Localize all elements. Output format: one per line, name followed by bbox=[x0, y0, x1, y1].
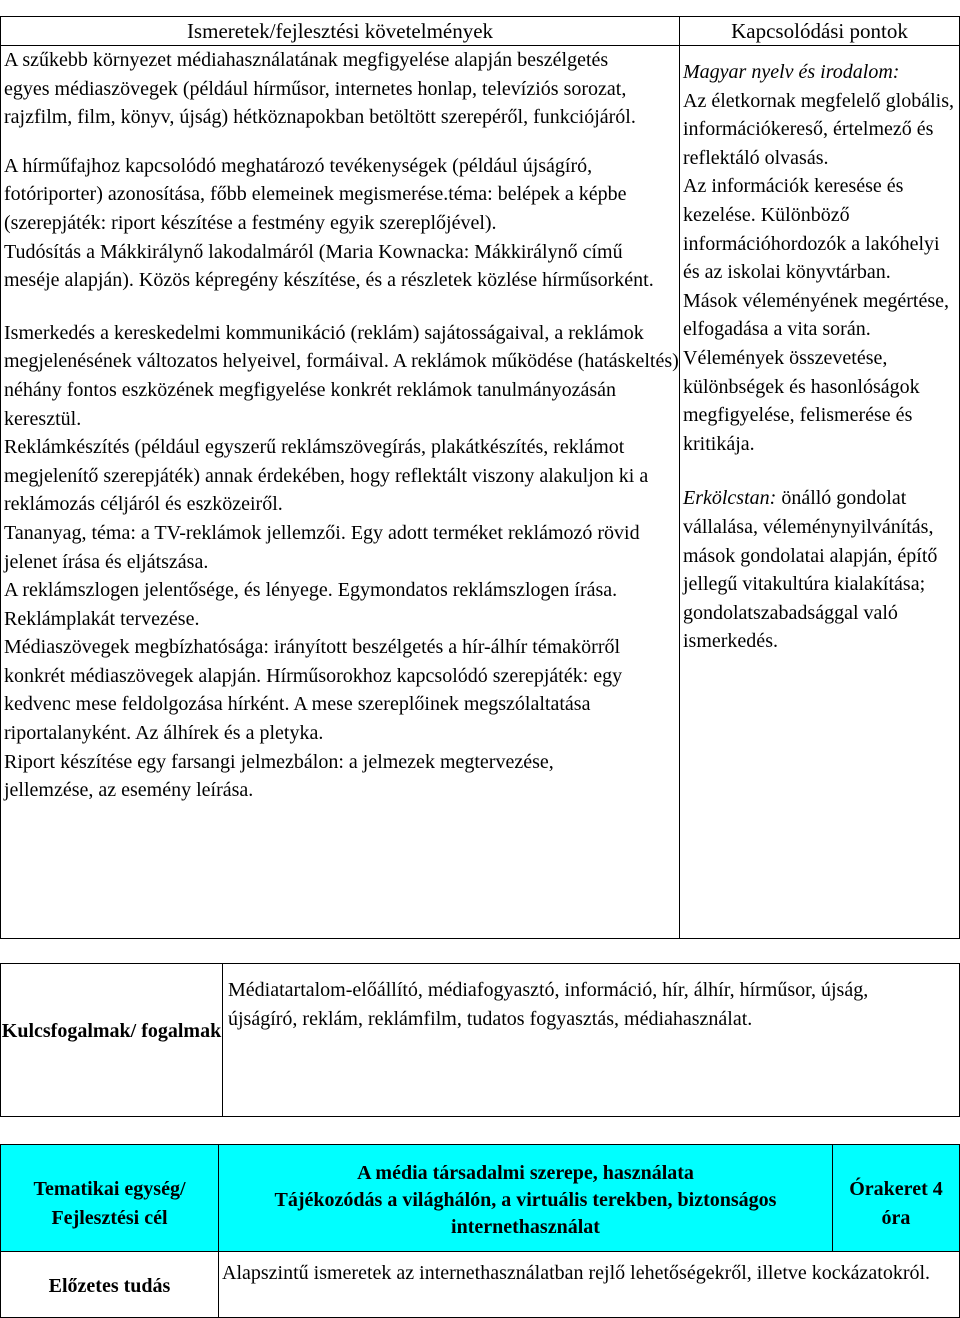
title-line: A média társadalmi szerepe, használata bbox=[357, 1162, 694, 1184]
connections-column bbox=[683, 58, 957, 656]
key-concepts-content: Médiatartalom-előállító, médiafogyasztó, információ, hír, álhír, hírműsor, újság, újságíró, reklám, reklámfilm, tudatos fogyasztás, médiahasználat. bbox=[228, 979, 869, 1030]
requirement-paragraph: Ismerkedés a kereskedelmi kommunikáció (reklám) sajátosságaival, a reklámok megjelenésének változatos helyeivel, formáival. A reklámok működése (hatáskeltés) néhány fontos eszközének megfigyelése konkrét reklámok tanulmányozásán keresztül. bbox=[4, 321, 679, 430]
requirement-paragraph: Tudósítás a Mákkirálynő lakodalmáról (Maria Kownacka: Mákkirálynő című meséje alapján). Közös képregény készítése, és a részletek közlése hírműsorként. bbox=[4, 240, 654, 292]
requirement-paragraph: Tananyag, téma: a TV-reklámok jellemzői. Egy adott terméket reklámozó rövid jelenet írása és eljátszása. bbox=[4, 521, 640, 573]
prior-knowledge-content: Alapszintű ismeretek az internethasználatban rejlő lehetőségekről, illetve kockázatokról. bbox=[222, 1262, 931, 1284]
connection-paragraph: Az életkornak megfelelő globális, információkereső, értelmező és reflektáló olvasás. bbox=[683, 89, 955, 169]
header-connections: Kapcsolódási pontok bbox=[731, 19, 908, 43]
requirement-paragraph: Médiaszövegek megbízhatósága: irányított beszélgetés a hír-álhír témakörről konkrét médiaszövegek alapján. Hírműsorokhoz kapcsolódó szerepjáték: egy kedvenc mese feldolgozása hírként. A mese szereplőinek megszólaltatása riportalanyként. Az álhírek és a pletyka. bbox=[4, 636, 623, 745]
requirement-paragraph: A reklámszlogen jelentősége, és lényege. Egymondatos reklámszlogen írása. Reklámplakát tervezése. bbox=[4, 579, 618, 630]
connection-paragraph: Mások véleményének megértése, elfogadása a vita során. Vélemények összevetése, különbségek és hasonlóságok megfigyelése, felismerése és kritikája. bbox=[683, 289, 950, 455]
prior-knowledge-label: Előzetes tudás bbox=[48, 1275, 171, 1297]
requirements-column bbox=[4, 46, 678, 805]
title-line: Tájékozódás a világhálón, a virtuális terekben, biztonságos internethasználat bbox=[274, 1189, 777, 1238]
requirement-paragraph: A szűkebb környezet médiahasználatának megfigyelése alapján beszélgetés egyes médiaszövegek (például hírműsor, internetes honlap, televíziós sorozat, rajzfilm, film, könyv, újság) hétköznapokban betöltött szerepéről, funkciójáról. bbox=[4, 49, 636, 129]
requirement-paragraph: Riport készítése egy farsangi jelmezbálon: a jelmezek megtervezése, jellemzése, az esemény leírása. bbox=[4, 750, 554, 802]
thematic-unit-label: Tematikai egység/ Fejlesztési cél bbox=[33, 1178, 186, 1229]
requirement-paragraph: Reklámkészítés (például egyszerű reklámszövegírás, plakátkészítés, reklámot megjelenítő szerepjáték) annak érdekében, hogy reflektált viszony alakuljon ki a reklámozás céljáról és eszközeiről. bbox=[4, 436, 649, 516]
connection-paragraph: Az információk keresése és kezelése. Különböző információhordozók a lakóhelyi és az iskolai könyvtárban. bbox=[683, 175, 940, 284]
header-requirements: Ismeretek/fejlesztési követelmények bbox=[186, 19, 494, 43]
hours-label: Órakeret 4 óra bbox=[849, 1178, 943, 1229]
thematic-unit-title bbox=[219, 1160, 832, 1241]
subject-label: Erkölcstan: bbox=[683, 487, 777, 510]
subject-label: Magyar nyelv és irodalom: bbox=[683, 61, 900, 83]
key-concepts-label: Kulcsfogalmak/ fogalmak bbox=[1, 1020, 222, 1042]
connection-paragraph: önálló gondolat vállalása, véleménynyilvánítás, mások gondolatai alapján, építő jellegű vitakultúra kialakítása; gondolatszabadsággal való ismerkedés. bbox=[683, 487, 938, 653]
requirement-paragraph: A hírműfajhoz kapcsolódó meghatározó tevékenységek (például újságíró, fotóriporter) azonosítása, főbb elemeinek megismerése.téma: belépek a képbe (szerepjáték: riport készítése a festmény egyik szereplőjével). bbox=[4, 154, 627, 234]
